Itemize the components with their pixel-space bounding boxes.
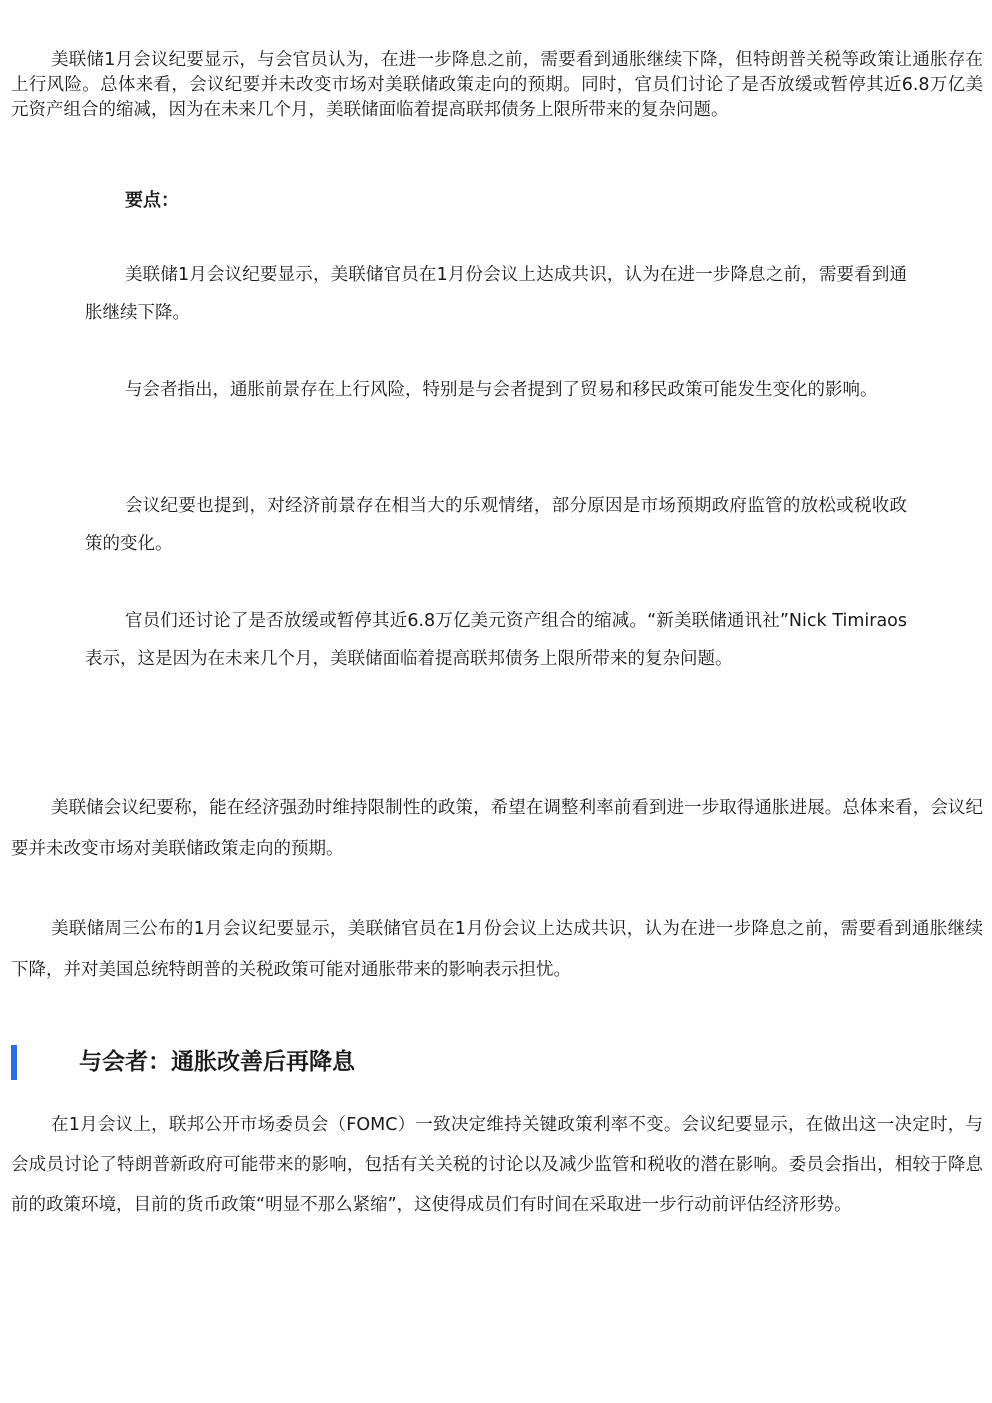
keypoints-title: 要点： — [125, 190, 179, 211]
intro-paragraph: 美联储1月会议纪要显示，与会官员认为，在进一步降息之前，需要看到通胀继续下降，但特朗普关税等政策让通胀存在上行风险。总体来看，会议纪要并未改变市场对美联储政策走向的预期。同时，官员们讨论了是否放缓或暂停其近6.8万亿美元资产组合的缩减，因为在未来几个月，美联储面临着提高联邦债务上限所带来的复杂问题。 — [11, 50, 983, 120]
keypoint-item: 与会者指出，通胀前景存在上行风险，特别是与会者提到了贸易和移民政策可能发生变化的影响。 — [125, 380, 878, 400]
section-heading: 与会者：通胀改善后再降息 — [79, 1049, 355, 1075]
keypoint-item: 会议纪要也提到，对经济前景存在相当大的乐观情绪，部分原因是市场预期政府监管的放松或税收政策的变化。 — [85, 496, 907, 554]
section-accent-bar — [11, 1045, 17, 1080]
body-paragraph: 美联储会议纪要称，能在经济强劲时维持限制性的政策，希望在调整利率前看到进一步取得通胀进展。总体来看，会议纪要并未改变市场对美联储政策走向的预期。 — [11, 798, 983, 859]
section-paragraph: 在1月会议上，联邦公开市场委员会（FOMC）一致决定维持关键政策利率不变。会议纪要显示，在做出这一决定时，与会成员讨论了特朗普新政府可能带来的影响，包括有关关税的讨论以及减少监管和税收的潜在影响。委员会指出，相较于降息前的政策环境，目前的货币政策“明显不那么紧缩”，这使得成员们有时间在采取进一步行动前评估经济形势。 — [11, 1115, 983, 1215]
keypoint-item: 美联储1月会议纪要显示，美联储官员在1月份会议上达成共识，认为在进一步降息之前，需要看到通胀继续下降。 — [85, 265, 907, 323]
keypoint-item: 官员们还讨论了是否放缓或暂停其近6.8万亿美元资产组合的缩减。“新美联储通讯社”Nick Timiraos表示，这是因为在未来几个月，美联储面临着提高联邦债务上限所带来的复杂问题。 — [85, 611, 907, 669]
body-paragraph: 美联储周三公布的1月会议纪要显示，美联储官员在1月份会议上达成共识，认为在进一步降息之前，需要看到通胀继续下降，并对美国总统特朗普的关税政策可能对通胀带来的影响表示担忧。 — [11, 919, 983, 980]
